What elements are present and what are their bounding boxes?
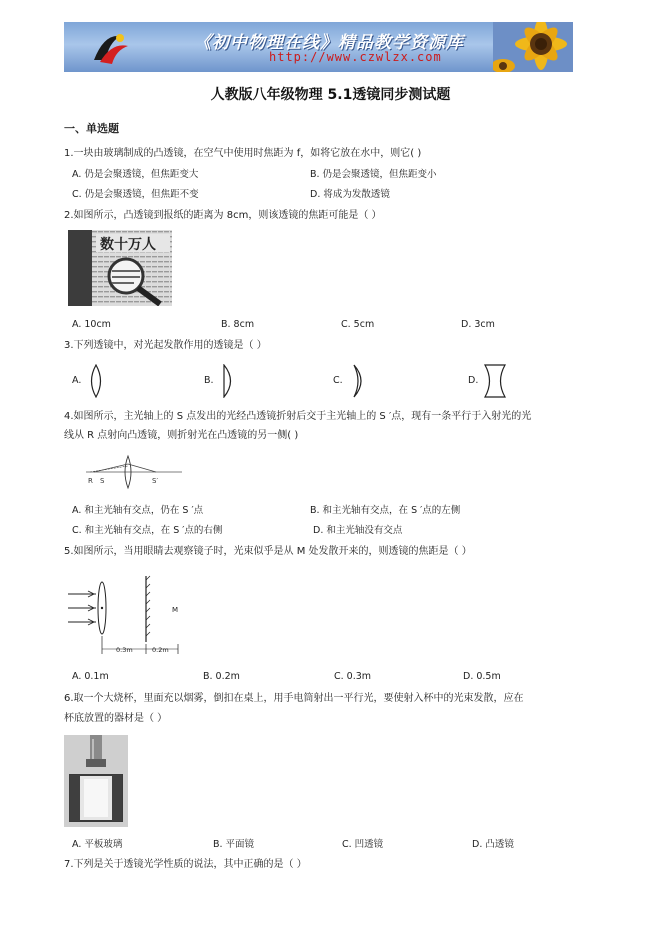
point-m-label: M — [172, 606, 179, 614]
plano-convex-lens-icon — [218, 364, 238, 398]
sunflower-image — [493, 22, 573, 72]
question-3-option-d: D. — [468, 375, 479, 386]
question-1-option-a: A. 仍是会聚透镜，但焦距变大 — [72, 169, 199, 180]
question-6-option-a: A. 平板玻璃 — [72, 839, 123, 850]
point-s-label: S — [100, 477, 105, 485]
question-1-option-d: D. 将成为发散透镜 — [310, 189, 390, 200]
concave-lens-icon — [482, 364, 508, 398]
question-6-option-c: C. 凹透镜 — [342, 839, 384, 850]
question-3-option-b: B. — [204, 375, 214, 386]
beaker-flashlight-image — [64, 735, 128, 827]
question-6-option-d: D. 凸透镜 — [472, 839, 514, 850]
question-3-option-a: A. — [72, 375, 82, 386]
question-7-stem: 7.下列是关于透镜光学性质的说法，其中正确的是（ ） — [64, 859, 307, 870]
point-r-label: R — [88, 477, 93, 485]
question-6-stem-line-2: 杯底放置的器材是（ ） — [64, 713, 168, 724]
question-4-option-d: D. 和主光轴没有交点 — [313, 525, 403, 536]
site-logo — [90, 30, 130, 66]
distance-0-3m-label: 0.3m — [116, 646, 133, 654]
point-s-prime-label: S′ — [152, 477, 159, 485]
question-4-option-b: B. 和主光轴有交点，在 S ′点的左侧 — [310, 505, 461, 516]
question-4-option-a: A. 和主光轴有交点，仍在 S ′点 — [72, 505, 204, 516]
section-heading: 一、单选题 — [64, 122, 119, 135]
banner-title: 《初中物理在线》精品教学资源库 — [194, 33, 464, 53]
convex-lens-icon — [86, 364, 106, 398]
lens-mirror-diagram — [66, 570, 188, 658]
distance-0-2m-label: 0.2m — [152, 646, 169, 654]
question-2-option-c: C. 5cm — [341, 319, 375, 330]
lens-ray-diagram — [84, 452, 184, 490]
banner-url: http://www.czwlzx.com — [269, 50, 442, 64]
question-2-option-d: D. 3cm — [461, 319, 495, 330]
question-1-stem: 1.一块由玻璃制成的凸透镜，在空气中使用时焦距为 f，如将它放在水中，则它( ) — [64, 148, 422, 159]
question-3-stem: 3.下列透镜中，对光起发散作用的透镜是（ ） — [64, 340, 267, 351]
header-banner — [64, 22, 573, 72]
question-5-option-c: C. 0.3m — [334, 671, 372, 682]
question-4-stem-line-1: 4.如图所示，主光轴上的 S 点发出的光经凸透镜折射后交于主光轴上的 S ′点，现有一条平行于入射光的光 — [64, 411, 532, 422]
question-2-option-a: A. 10cm — [72, 319, 111, 330]
question-5-option-d: D. 0.5m — [463, 671, 501, 682]
magnifier-newspaper-image — [68, 230, 172, 306]
question-5-option-a: A. 0.1m — [72, 671, 109, 682]
question-1-option-c: C. 仍是会聚透镜，但焦距不变 — [72, 189, 199, 200]
question-4-option-c: C. 和主光轴有交点，在 S ′点的右侧 — [72, 525, 223, 536]
question-6-option-b: B. 平面镜 — [213, 839, 255, 850]
meniscus-lens-icon — [348, 364, 370, 398]
question-2-stem: 2.如图所示，凸透镜到报纸的距离为 8cm，则该透镜的焦距可能是（ ） — [64, 210, 382, 221]
question-6-stem-line-1: 6.取一个大烧杯，里面充以烟雾，倒扣在桌上，用手电筒射出一平行光，要使射入杯中的光束发散，应在 — [64, 693, 524, 704]
question-1-option-b: B. 仍是会聚透镜，但焦距变小 — [310, 169, 437, 180]
question-5-option-b: B. 0.2m — [203, 671, 240, 682]
question-5-stem: 5.如图所示，当用眼睛去观察镜子时，光束似乎是从 M 处发散开来的，则透镜的焦距是（ ） — [64, 546, 472, 557]
question-4-stem-line-2: 线从 R 点射向凸透镜，则折射光在凸透镜的另一侧( ) — [64, 430, 299, 441]
newspaper-headline: 数十万人 — [100, 237, 156, 253]
question-2-option-b: B. 8cm — [221, 319, 255, 330]
question-3-option-c: C. — [333, 375, 343, 386]
document-title: 人教版八年级物理 5.1透镜同步测试题 — [210, 87, 451, 103]
